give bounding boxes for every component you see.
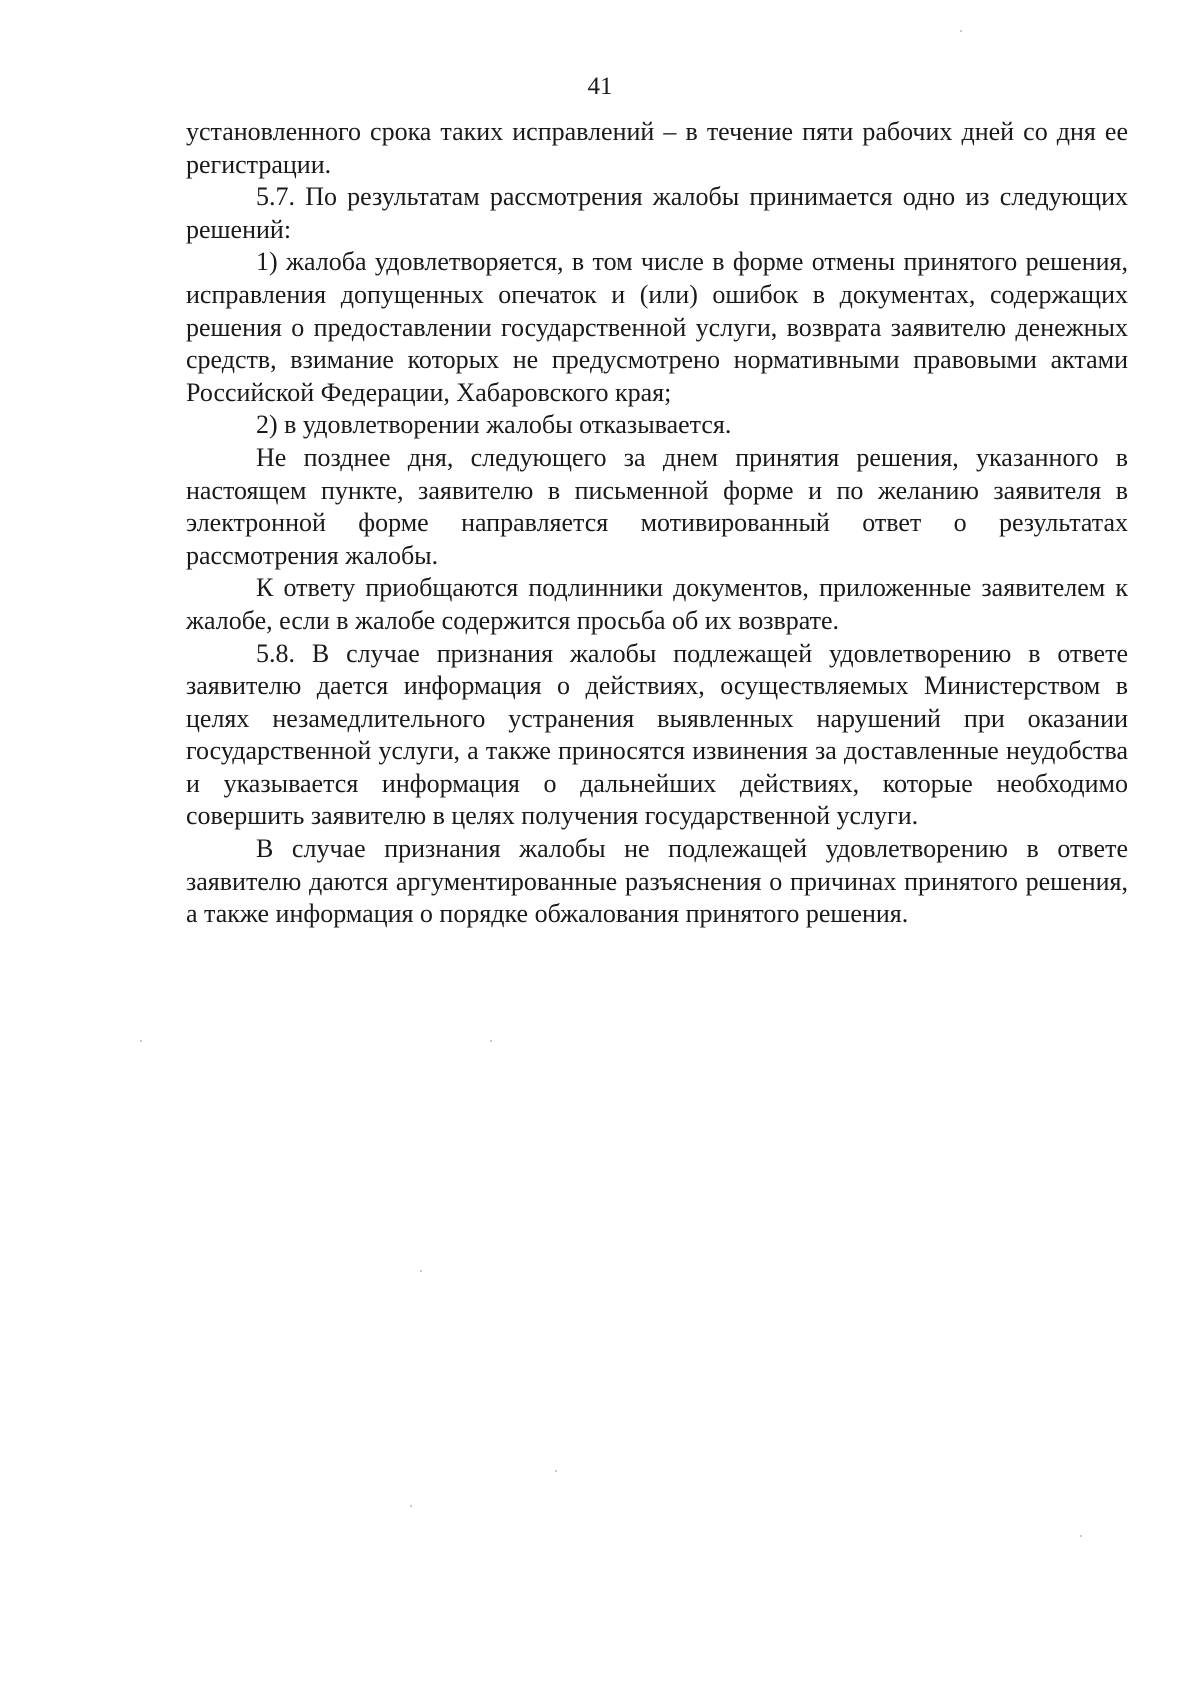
paragraph-continuation: установленного срока таких исправлений – в течение пяти рабочих дней со дня ее регистрации. — [186, 117, 1128, 179]
page-number: 41 — [587, 73, 613, 100]
scan-speck — [420, 1270, 422, 1272]
paragraph-decision-1: 1) жалоба удовлетворяется, в том числе в форме отмены принятого решения, исправления допущенных опечаток и (или) ошибок в документах, содержащих решения о предоставлении государственной услуги, возврата заявителю денежных средств, взимание которых не предусмотрено нормативными правовыми актами Российской Федерации, Хабаровского края; — [186, 247, 1128, 407]
scan-speck — [1080, 1535, 1082, 1537]
paragraph-attached-originals: К ответу приобщаются подлинники документов, приложенные заявителем к жалобе, если в жалобе содержится просьба об их возврате. — [186, 573, 1128, 635]
paragraph-response-deadline: Не позднее дня, следующего за днем принятия решения, указанного в настоящем пункте, заявителю в письменной форме и по желанию заявителя в электронной форме направляется мотивированный ответ о результатах рассмотрения жалобы. — [186, 442, 1128, 570]
paragraph-5-7: 5.7. По результатам рассмотрения жалобы принимается одно из следующих решений: — [186, 182, 1128, 244]
paragraph-5-8: 5.8. В случае признания жалобы подлежащей удовлетворению в ответе заявителю дается информация о действиях, осуществляемых Министерством в целях незамедлительного устранения выявленных нарушений при оказании государственной услуги, а также приносятся извинения за доставленные неудобства и указывается информация о дальнейших действиях, которые необходимо совершить заявителю в целях получения государственной услуги. — [186, 638, 1128, 831]
scan-speck — [410, 1505, 412, 1507]
scan-speck — [140, 1040, 142, 1042]
scan-speck — [960, 30, 962, 32]
scan-speck — [555, 1470, 557, 1472]
paragraph-rejection-explanation: В случае признания жалобы не подлежащей удовлетворению в ответе заявителю даются аргументированные разъяснения о причинах принятого решения, а также информация о порядке обжалования принятого решения. — [186, 834, 1128, 929]
document-body — [186, 116, 1128, 931]
scan-speck — [490, 1040, 492, 1042]
paragraph-decision-2: 2) в удовлетворении жалобы отказывается. — [256, 410, 732, 440]
